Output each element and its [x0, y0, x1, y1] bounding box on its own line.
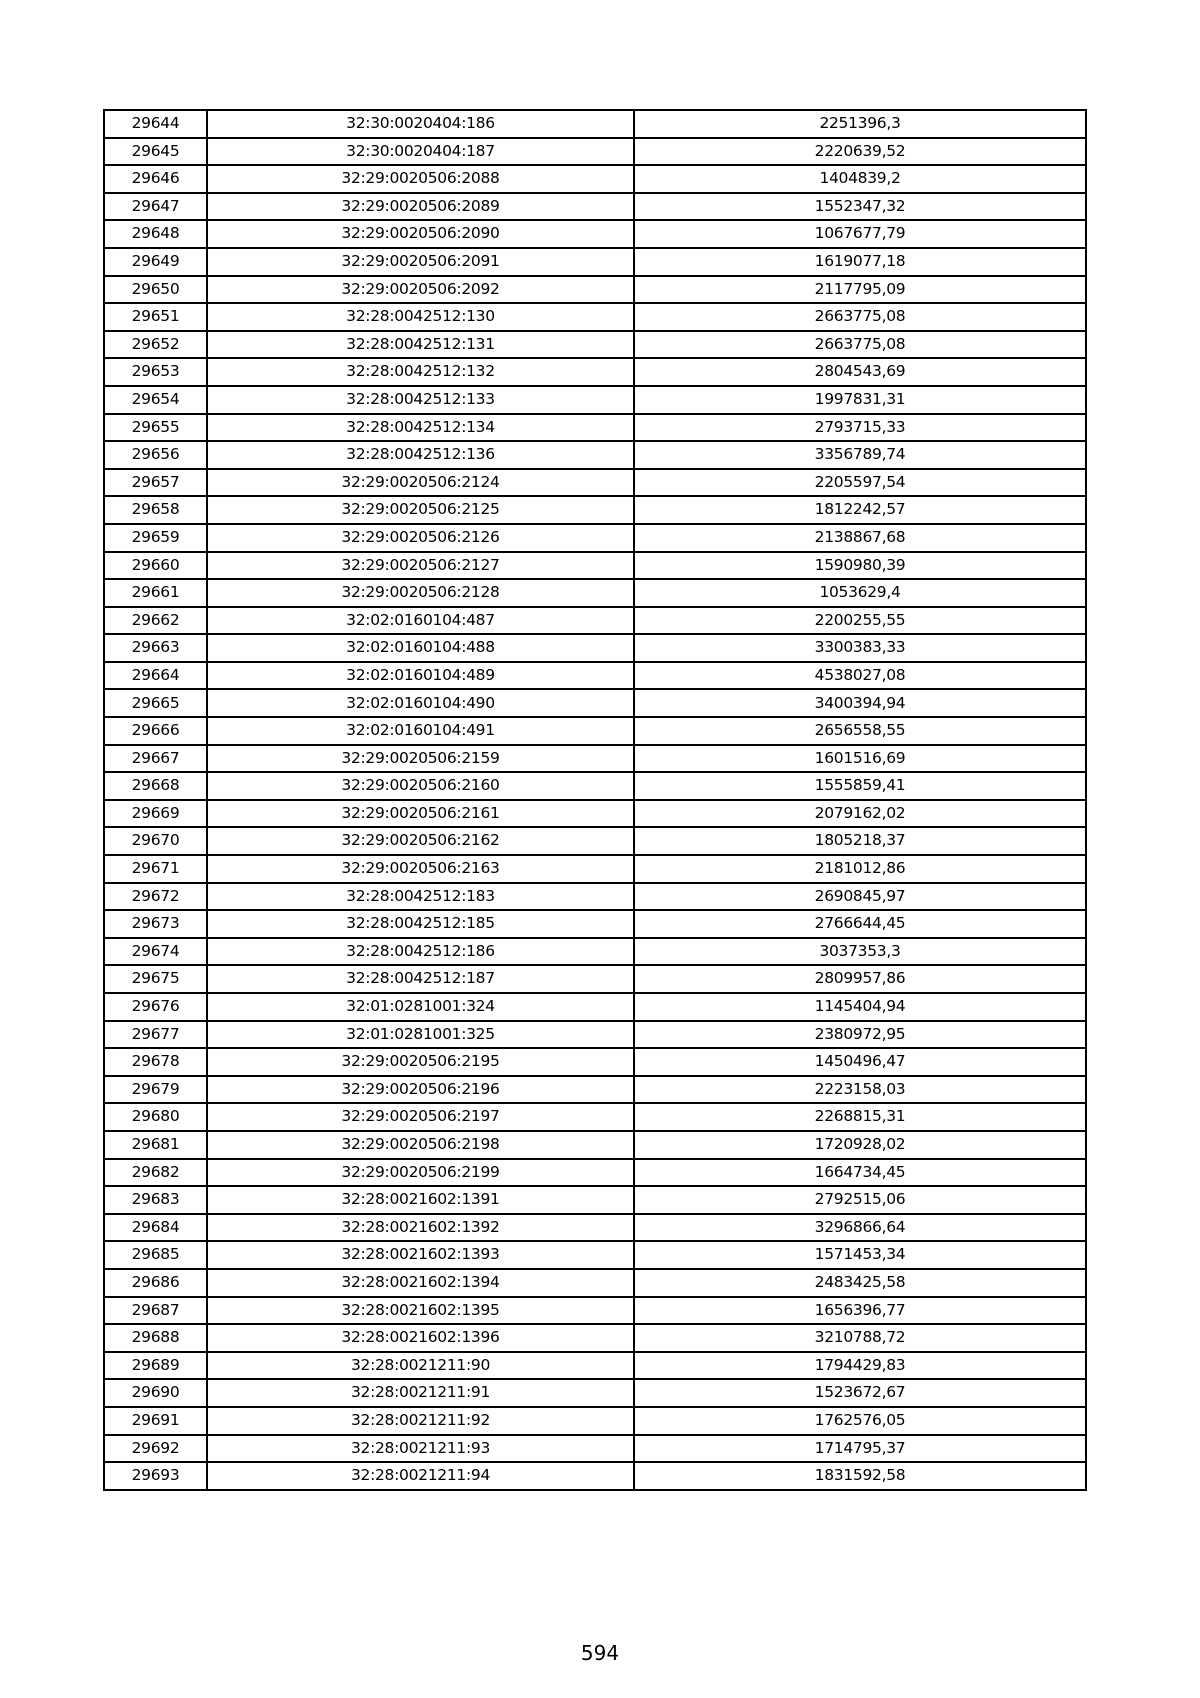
cadastral-number-cell: 32:29:0020506:2088	[207, 165, 634, 193]
cadastral-value-cell: 1053629,4	[634, 579, 1086, 607]
cadastral-value-cell: 1714795,37	[634, 1435, 1086, 1463]
table-row	[104, 993, 1086, 1021]
cadastral-value-cell: 1997831,31	[634, 386, 1086, 414]
cadastral-value-cell: 3300383,33	[634, 634, 1086, 662]
cadastral-value-cell: 1523672,67	[634, 1379, 1086, 1407]
cadastral-number-cell: 32:28:0042512:185	[207, 910, 634, 938]
cadastral-number-cell: 32:29:0020506:2126	[207, 524, 634, 552]
table-row	[104, 689, 1086, 717]
table-row	[104, 1269, 1086, 1297]
cadastral-number-cell: 32:01:0281001:325	[207, 1021, 634, 1049]
table-row	[104, 579, 1086, 607]
table-row	[104, 1352, 1086, 1380]
row-number-cell: 29655	[104, 414, 207, 442]
row-number-cell: 29685	[104, 1241, 207, 1269]
cadastral-value-cell: 1831592,58	[634, 1462, 1086, 1490]
table-row	[104, 827, 1086, 855]
row-number-cell: 29650	[104, 276, 207, 304]
table-row	[104, 441, 1086, 469]
cadastral-value-cell: 3210788,72	[634, 1324, 1086, 1352]
cadastral-number-cell: 32:28:0021602:1393	[207, 1241, 634, 1269]
row-number-cell: 29645	[104, 138, 207, 166]
table-row	[104, 1103, 1086, 1131]
cadastral-value-cell: 2804543,69	[634, 358, 1086, 386]
cadastral-value-cell: 2483425,58	[634, 1269, 1086, 1297]
row-number-cell: 29658	[104, 496, 207, 524]
row-number-cell: 29651	[104, 303, 207, 331]
row-number-cell: 29662	[104, 607, 207, 635]
row-number-cell: 29677	[104, 1021, 207, 1049]
cadastral-number-cell: 32:28:0042512:130	[207, 303, 634, 331]
cadastral-number-cell: 32:02:0160104:488	[207, 634, 634, 662]
cadastral-number-cell: 32:28:0021602:1396	[207, 1324, 634, 1352]
table-row	[104, 1131, 1086, 1159]
row-number-cell: 29679	[104, 1076, 207, 1104]
cadastral-number-cell: 32:30:0020404:187	[207, 138, 634, 166]
row-number-cell: 29682	[104, 1159, 207, 1187]
cadastral-value-cell: 2117795,09	[634, 276, 1086, 304]
row-number-cell: 29673	[104, 910, 207, 938]
row-number-cell: 29686	[104, 1269, 207, 1297]
row-number-cell: 29661	[104, 579, 207, 607]
cadastral-value-cell: 1619077,18	[634, 248, 1086, 276]
cadastral-value-cell: 1555859,41	[634, 772, 1086, 800]
cadastral-number-cell: 32:29:0020506:2160	[207, 772, 634, 800]
cadastral-value-cell: 2079162,02	[634, 800, 1086, 828]
table-row	[104, 469, 1086, 497]
cadastral-number-cell: 32:28:0021602:1395	[207, 1297, 634, 1325]
cadastral-value-cell: 2181012,86	[634, 855, 1086, 883]
table-row	[104, 1021, 1086, 1049]
table-row	[104, 1214, 1086, 1242]
cadastral-number-cell: 32:29:0020506:2159	[207, 745, 634, 773]
table-row	[104, 358, 1086, 386]
table-row	[104, 1159, 1086, 1187]
cadastral-value-cell: 2690845,97	[634, 883, 1086, 911]
cadastral-number-cell: 32:28:0042512:186	[207, 938, 634, 966]
table-row	[104, 1241, 1086, 1269]
cadastral-value-cell: 3400394,94	[634, 689, 1086, 717]
table-row	[104, 607, 1086, 635]
row-number-cell: 29647	[104, 193, 207, 221]
cadastral-number-cell: 32:28:0021211:90	[207, 1352, 634, 1380]
table-row	[104, 1324, 1086, 1352]
cadastral-value-cell: 1552347,32	[634, 193, 1086, 221]
table-row	[104, 717, 1086, 745]
cadastral-value-cell: 2809957,86	[634, 965, 1086, 993]
cadastral-number-cell: 32:28:0021602:1394	[207, 1269, 634, 1297]
table-row	[104, 524, 1086, 552]
cadastral-number-cell: 32:02:0160104:489	[207, 662, 634, 690]
row-number-cell: 29667	[104, 745, 207, 773]
row-number-cell: 29654	[104, 386, 207, 414]
cadastral-number-cell: 32:29:0020506:2197	[207, 1103, 634, 1131]
table-row	[104, 855, 1086, 883]
table-row	[104, 1435, 1086, 1463]
table-row	[104, 331, 1086, 359]
row-number-cell: 29674	[104, 938, 207, 966]
table-row	[104, 938, 1086, 966]
row-number-cell: 29675	[104, 965, 207, 993]
cadastral-number-cell: 32:28:0021211:94	[207, 1462, 634, 1490]
table-row	[104, 110, 1086, 138]
table-row	[104, 138, 1086, 166]
table-body	[104, 110, 1086, 1490]
cadastral-value-cell: 2138867,68	[634, 524, 1086, 552]
cadastral-number-cell: 32:29:0020506:2161	[207, 800, 634, 828]
row-number-cell: 29653	[104, 358, 207, 386]
table-row	[104, 276, 1086, 304]
table-row	[104, 634, 1086, 662]
cadastral-number-cell: 32:29:0020506:2090	[207, 220, 634, 248]
cadastral-number-cell: 32:29:0020506:2199	[207, 1159, 634, 1187]
cadastral-value-cell: 1067677,79	[634, 220, 1086, 248]
cadastral-number-cell: 32:29:0020506:2162	[207, 827, 634, 855]
row-number-cell: 29659	[104, 524, 207, 552]
cadastral-number-cell: 32:28:0042512:183	[207, 883, 634, 911]
cadastral-number-cell: 32:29:0020506:2092	[207, 276, 634, 304]
cadastral-value-cell: 3296866,64	[634, 1214, 1086, 1242]
cadastral-value-cell: 2380972,95	[634, 1021, 1086, 1049]
cadastral-number-cell: 32:29:0020506:2124	[207, 469, 634, 497]
cadastral-value-cell: 1720928,02	[634, 1131, 1086, 1159]
table-row	[104, 248, 1086, 276]
row-number-cell: 29692	[104, 1435, 207, 1463]
table-row	[104, 414, 1086, 442]
cadastral-number-cell: 32:29:0020506:2163	[207, 855, 634, 883]
cadastral-value-cell: 2663775,08	[634, 303, 1086, 331]
row-number-cell: 29660	[104, 552, 207, 580]
table-row	[104, 496, 1086, 524]
row-number-cell: 29683	[104, 1186, 207, 1214]
table-row	[104, 552, 1086, 580]
cadastral-value-cell: 1794429,83	[634, 1352, 1086, 1380]
row-number-cell: 29656	[104, 441, 207, 469]
cadastral-number-cell: 32:29:0020506:2195	[207, 1048, 634, 1076]
table-row	[104, 1297, 1086, 1325]
table-row	[104, 1407, 1086, 1435]
cadastral-value-cell: 2766644,45	[634, 910, 1086, 938]
row-number-cell: 29649	[104, 248, 207, 276]
cadastral-number-cell: 32:28:0042512:133	[207, 386, 634, 414]
cadastral-value-cell: 2793715,33	[634, 414, 1086, 442]
row-number-cell: 29678	[104, 1048, 207, 1076]
row-number-cell: 29684	[104, 1214, 207, 1242]
table-row	[104, 386, 1086, 414]
row-number-cell: 29652	[104, 331, 207, 359]
cadastral-value-cell: 2223158,03	[634, 1076, 1086, 1104]
table-row	[104, 303, 1086, 331]
cadastral-number-cell: 32:02:0160104:491	[207, 717, 634, 745]
cadastral-number-cell: 32:29:0020506:2091	[207, 248, 634, 276]
cadastral-number-cell: 32:28:0042512:132	[207, 358, 634, 386]
cadastral-number-cell: 32:28:0021211:93	[207, 1435, 634, 1463]
table-row	[104, 883, 1086, 911]
row-number-cell: 29666	[104, 717, 207, 745]
row-number-cell: 29665	[104, 689, 207, 717]
cadastral-value-cell: 2205597,54	[634, 469, 1086, 497]
table-row	[104, 745, 1086, 773]
cadastral-number-cell: 32:29:0020506:2196	[207, 1076, 634, 1104]
cadastral-value-cell: 4538027,08	[634, 662, 1086, 690]
cadastral-value-cell: 2200255,55	[634, 607, 1086, 635]
cadastral-number-cell: 32:29:0020506:2128	[207, 579, 634, 607]
cadastral-number-cell: 32:02:0160104:487	[207, 607, 634, 635]
cadastral-table-container	[103, 109, 1085, 1491]
cadastral-value-cell: 1145404,94	[634, 993, 1086, 1021]
cadastral-value-cell: 2251396,3	[634, 110, 1086, 138]
row-number-cell: 29668	[104, 772, 207, 800]
cadastral-value-cell: 2268815,31	[634, 1103, 1086, 1131]
cadastral-number-cell: 32:01:0281001:324	[207, 993, 634, 1021]
row-number-cell: 29672	[104, 883, 207, 911]
cadastral-value-cell: 1762576,05	[634, 1407, 1086, 1435]
row-number-cell: 29676	[104, 993, 207, 1021]
cadastral-value-cell: 3356789,74	[634, 441, 1086, 469]
cadastral-value-cell: 2656558,55	[634, 717, 1086, 745]
cadastral-number-cell: 32:30:0020404:186	[207, 110, 634, 138]
cadastral-value-cell: 1450496,47	[634, 1048, 1086, 1076]
cadastral-number-cell: 32:28:0042512:131	[207, 331, 634, 359]
cadastral-value-cell: 2663775,08	[634, 331, 1086, 359]
row-number-cell: 29693	[104, 1462, 207, 1490]
cadastral-number-cell: 32:28:0042512:134	[207, 414, 634, 442]
cadastral-value-cell: 1590980,39	[634, 552, 1086, 580]
cadastral-number-cell: 32:28:0021602:1391	[207, 1186, 634, 1214]
row-number-cell: 29680	[104, 1103, 207, 1131]
cadastral-value-cell: 2792515,06	[634, 1186, 1086, 1214]
table-row	[104, 1379, 1086, 1407]
cadastral-value-cell: 2220639,52	[634, 138, 1086, 166]
cadastral-number-cell: 32:28:0042512:136	[207, 441, 634, 469]
cadastral-number-cell: 32:28:0042512:187	[207, 965, 634, 993]
table-row	[104, 1186, 1086, 1214]
cadastral-number-cell: 32:28:0021211:91	[207, 1379, 634, 1407]
table-row	[104, 910, 1086, 938]
cadastral-value-cell: 1664734,45	[634, 1159, 1086, 1187]
table-row	[104, 662, 1086, 690]
row-number-cell: 29664	[104, 662, 207, 690]
row-number-cell: 29690	[104, 1379, 207, 1407]
row-number-cell: 29671	[104, 855, 207, 883]
cadastral-value-table	[103, 109, 1087, 1491]
cadastral-number-cell: 32:02:0160104:490	[207, 689, 634, 717]
cadastral-value-cell: 3037353,3	[634, 938, 1086, 966]
table-row	[104, 965, 1086, 993]
table-row	[104, 165, 1086, 193]
table-row	[104, 1048, 1086, 1076]
cadastral-number-cell: 32:29:0020506:2125	[207, 496, 634, 524]
row-number-cell: 29687	[104, 1297, 207, 1325]
cadastral-value-cell: 1571453,34	[634, 1241, 1086, 1269]
cadastral-number-cell: 32:28:0021211:92	[207, 1407, 634, 1435]
table-row	[104, 772, 1086, 800]
cadastral-value-cell: 1656396,77	[634, 1297, 1086, 1325]
cadastral-value-cell: 1601516,69	[634, 745, 1086, 773]
row-number-cell: 29670	[104, 827, 207, 855]
row-number-cell: 29688	[104, 1324, 207, 1352]
row-number-cell: 29648	[104, 220, 207, 248]
row-number-cell: 29689	[104, 1352, 207, 1380]
row-number-cell: 29644	[104, 110, 207, 138]
cadastral-value-cell: 1404839,2	[634, 165, 1086, 193]
row-number-cell: 29646	[104, 165, 207, 193]
table-row	[104, 1462, 1086, 1490]
cadastral-number-cell: 32:29:0020506:2089	[207, 193, 634, 221]
row-number-cell: 29657	[104, 469, 207, 497]
row-number-cell: 29663	[104, 634, 207, 662]
table-row	[104, 1076, 1086, 1104]
cadastral-value-cell: 1805218,37	[634, 827, 1086, 855]
table-row	[104, 220, 1086, 248]
table-row	[104, 193, 1086, 221]
page-number: 594	[580, 1641, 620, 1665]
cadastral-number-cell: 32:28:0021602:1392	[207, 1214, 634, 1242]
cadastral-number-cell: 32:29:0020506:2127	[207, 552, 634, 580]
cadastral-number-cell: 32:29:0020506:2198	[207, 1131, 634, 1159]
table-row	[104, 800, 1086, 828]
row-number-cell: 29691	[104, 1407, 207, 1435]
row-number-cell: 29681	[104, 1131, 207, 1159]
row-number-cell: 29669	[104, 800, 207, 828]
cadastral-value-cell: 1812242,57	[634, 496, 1086, 524]
